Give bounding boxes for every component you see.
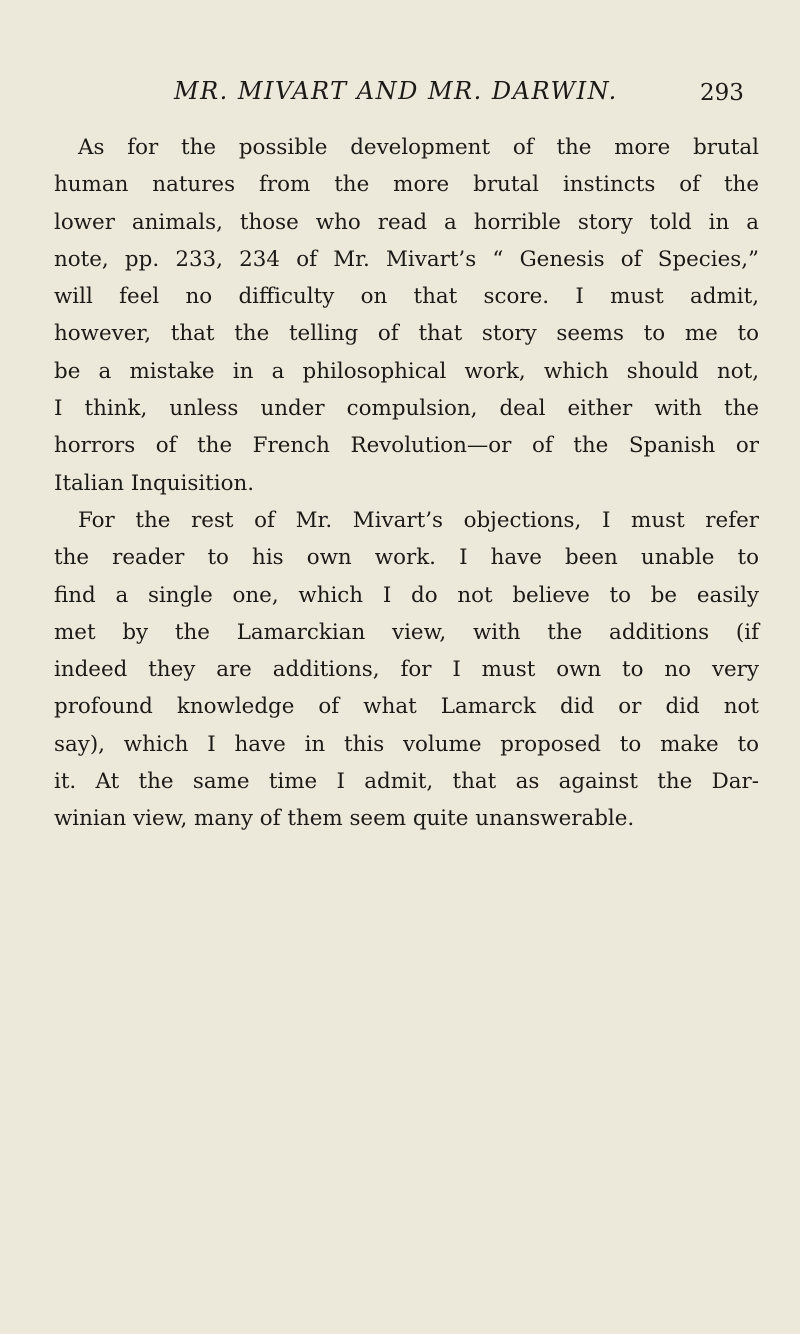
body-text <box>54 129 759 838</box>
text-line: indeed they are additions, for I must own to no very <box>54 657 759 683</box>
text-line: As for the possible development of the more brutal <box>78 135 759 160</box>
text-line: find a single one, which I do not believe to be easily <box>54 582 759 608</box>
text-line: will feel no difficulty on that score. I must admit, <box>54 284 759 310</box>
text-line: however, that the telling of that story seems to me to <box>54 321 759 347</box>
running-title: MR. MIVART AND MR. DARWIN. <box>174 77 618 105</box>
text-line: horrors of the French Revolution—or of the Spanish or <box>54 433 759 459</box>
text-line: say), which I have in this volume proposed to make to <box>54 731 759 757</box>
text-line: I think, unless under compulsion, deal either with the <box>54 396 759 422</box>
text-line: it. At the same time I admit, that as against the Dar- <box>54 769 759 795</box>
paragraph <box>54 502 759 838</box>
text-line: lower animals, those who read a horrible story told in a <box>54 209 759 235</box>
page-number: 293 <box>700 80 744 106</box>
text-line: met by the Lamarckian view, with the additions (if <box>54 619 759 645</box>
text-line: profound knowledge of what Lamarck did or did not <box>54 694 759 720</box>
running-head <box>0 76 800 110</box>
text-line: winian view, many of them seem quite unanswerable. <box>54 806 635 832</box>
text-line: Italian Inquisition. <box>54 470 255 496</box>
text-line: the reader to his own work. I have been unable to <box>54 545 759 571</box>
text-line: be a mistake in a philosophical work, which should not, <box>54 358 759 384</box>
text-line: note, pp. 233, 234 of Mr. Mivart’s “ Genesis of Species,” <box>54 246 759 272</box>
text-line: human natures from the more brutal instincts of the <box>54 172 759 198</box>
paragraph <box>54 129 759 502</box>
text-line: For the rest of Mr. Mivart’s objections, I must refer <box>78 507 759 533</box>
